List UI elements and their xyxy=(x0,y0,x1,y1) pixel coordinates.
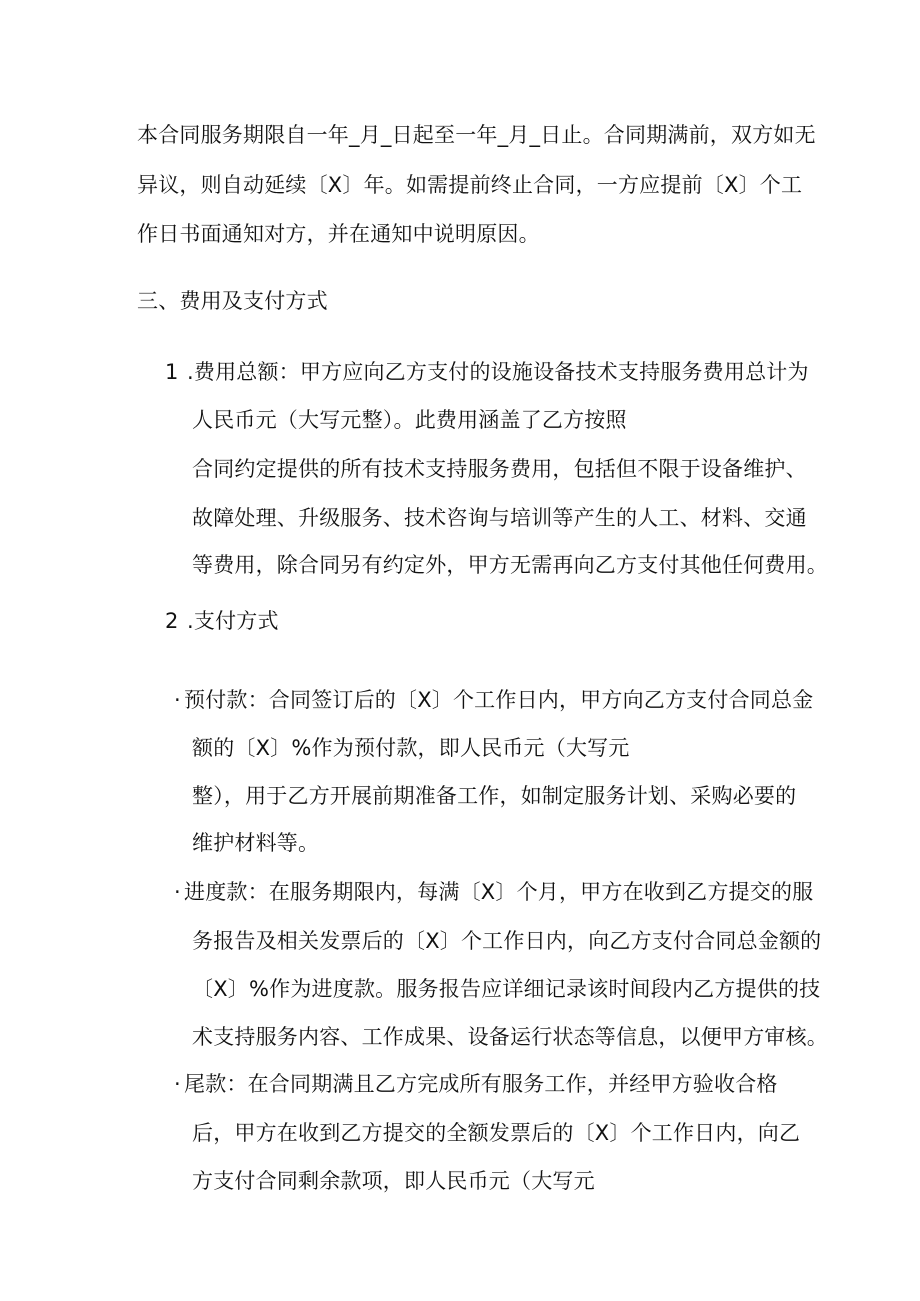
bullet-progress-first-line xyxy=(174,877,813,907)
bullet-progress-line-4: 术支持服务内容、工作成果、设备运行状态等信息，以便甲方审核。 xyxy=(192,1025,828,1049)
bullet-progress-line-2: 务报告及相关发票后的〔X〕个工作日内，向乙方支付合同总金额的 xyxy=(192,929,822,953)
term-line-2: 异议，则自动延续〔X〕年。如需提前终止合同，一方应提前〔X〕个工 xyxy=(137,173,803,197)
bullet-prepayment-line-2: 额的〔X〕%作为预付款，即人民币元（大写元 xyxy=(192,736,630,760)
item-1-number: 1 xyxy=(165,360,179,384)
item-2-line xyxy=(165,606,279,636)
bullet-prepayment-line-4: 维护材料等。 xyxy=(192,831,320,855)
bullet-prepayment-first-line xyxy=(174,685,813,715)
item-2-title: .支付方式 xyxy=(187,609,279,633)
bullet-dot: · xyxy=(174,880,181,904)
bullet-progress-line-3: 〔X〕%作为进度款。服务报告应详细记录该时间段内乙方提供的技 xyxy=(192,977,821,1001)
bullet-prepayment-text: 预付款：合同签订后的〔X〕个工作日内，甲方向乙方支付合同总金 xyxy=(184,688,814,712)
item-1-line-4: 故障处理、升级服务、技术咨询与培训等产生的人工、材料、交通 xyxy=(192,506,807,530)
item-1-line-5: 等费用，除合同另有约定外，甲方无需再向乙方支付其他任何费用。 xyxy=(192,553,828,577)
bullet-final-line-2: 后，甲方在收到乙方提交的全额发票后的〔X〕个工作日内，向乙 xyxy=(192,1121,801,1145)
item-1-line-3: 合同约定提供的所有技术支持服务费用，包括但不限于设备维护、 xyxy=(192,457,807,481)
bullet-final-first-line xyxy=(174,1069,778,1099)
item-1-line-2: 人民币元（大写元整）。此费用涵盖了乙方按照 xyxy=(192,408,627,432)
term-line-3: 作日书面通知对方，并在通知中说明原因。 xyxy=(137,222,540,246)
bullet-dot: · xyxy=(174,1072,181,1096)
item-1-text: .费用总额：甲方应向乙方支付的设施设备技术支持服务费用总计为 xyxy=(187,360,809,384)
bullet-progress-text: 进度款：在服务期限内，每满〔X〕个月，甲方在收到乙方提交的服 xyxy=(184,880,814,904)
item-2-number: 2 xyxy=(165,609,179,633)
section-heading: 三、费用及支付方式 xyxy=(137,289,328,313)
bullet-final-text: 尾款：在合同期满且乙方完成所有服务工作，并经甲方验收合格 xyxy=(184,1072,778,1096)
bullet-prepayment-line-3: 整），用于乙方开展前期准备工作，如制定服务计划、采购必要的 xyxy=(192,784,797,808)
term-line-1: 本合同服务期限自一年_月_日起至一年_月_日止。合同期满前，双方如无 xyxy=(137,123,816,147)
item-1-first-line xyxy=(165,357,809,387)
bullet-final-line-3: 方支付合同剩余款项，即人民币元（大写元 xyxy=(192,1169,595,1193)
bullet-dot: · xyxy=(174,688,181,712)
